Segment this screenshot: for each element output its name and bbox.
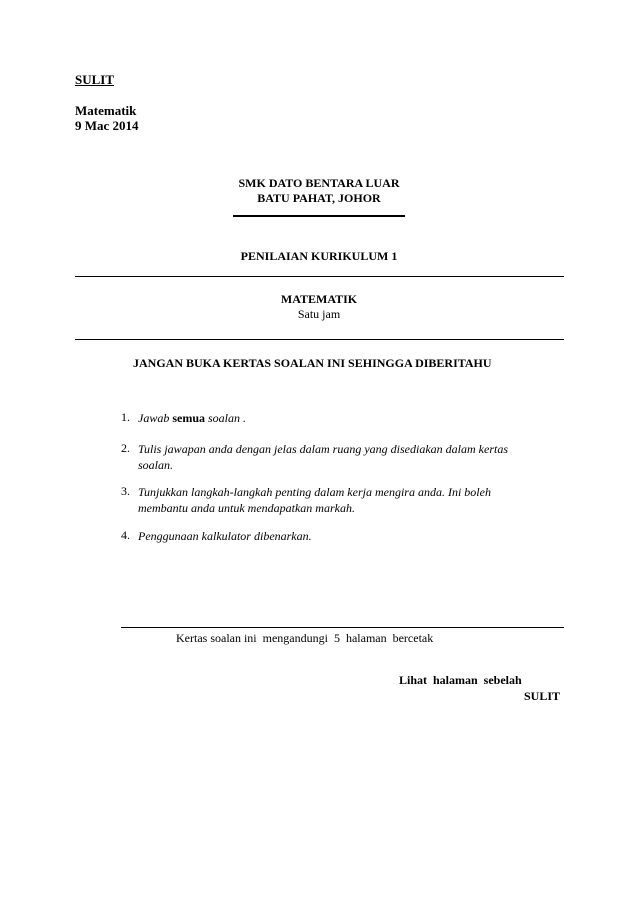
instruction-text-pre: Jawab — [138, 411, 173, 425]
exam-date: 9 Mac 2014 — [75, 118, 139, 133]
instruction-number: 1. — [121, 410, 130, 424]
instruction-number: 3. — [121, 484, 130, 498]
instruction-number: 4. — [121, 528, 130, 542]
exam-duration: Satu jam — [297, 307, 341, 321]
instruction-text-line1: Tulis jawapan anda dengan jelas dalam ruang yang disediakan dalam kertas — [138, 442, 508, 456]
instruction-emphasis: semua — [172, 411, 206, 425]
school-location: BATU PAHAT, JOHOR — [257, 191, 381, 205]
exam-title: PENILAIAN KURIKULUM 1 — [240, 249, 398, 263]
footer-rule — [121, 627, 564, 628]
subject-label: Matematik — [75, 103, 137, 118]
instruction-text-line1: Tunjukkan langkah-langkah penting dalam kerja mengira anda. Ini boleh — [138, 485, 491, 499]
instruction-text-line2: soalan. — [138, 458, 174, 472]
exam-subject: MATEMATIK — [280, 292, 358, 306]
instruction-text-post: soalan . — [205, 411, 247, 425]
sulit-label-top: SULIT — [75, 72, 115, 87]
school-name: SMK DATO BENTARA LUAR — [238, 176, 400, 190]
instructions-list — [121, 0, 564, 898]
warning-notice: JANGAN BUKA KERTAS SOALAN INI SEHINGGA DIBERITAHU — [133, 356, 492, 370]
instruction-number: 2. — [121, 441, 130, 455]
next-page-note: Lihat halaman sebelah — [399, 673, 522, 687]
sulit-label-bottom: SULIT — [524, 689, 561, 703]
pages-note: Kertas soalan ini mengandungi 5 halaman bercetak — [176, 631, 434, 645]
instruction-text-line2: membantu anda untuk mendapatkan markah. — [138, 501, 355, 515]
instruction-text — [138, 410, 246, 427]
instruction-text: Penggunaan kalkulator dibenarkan. — [138, 529, 312, 543]
